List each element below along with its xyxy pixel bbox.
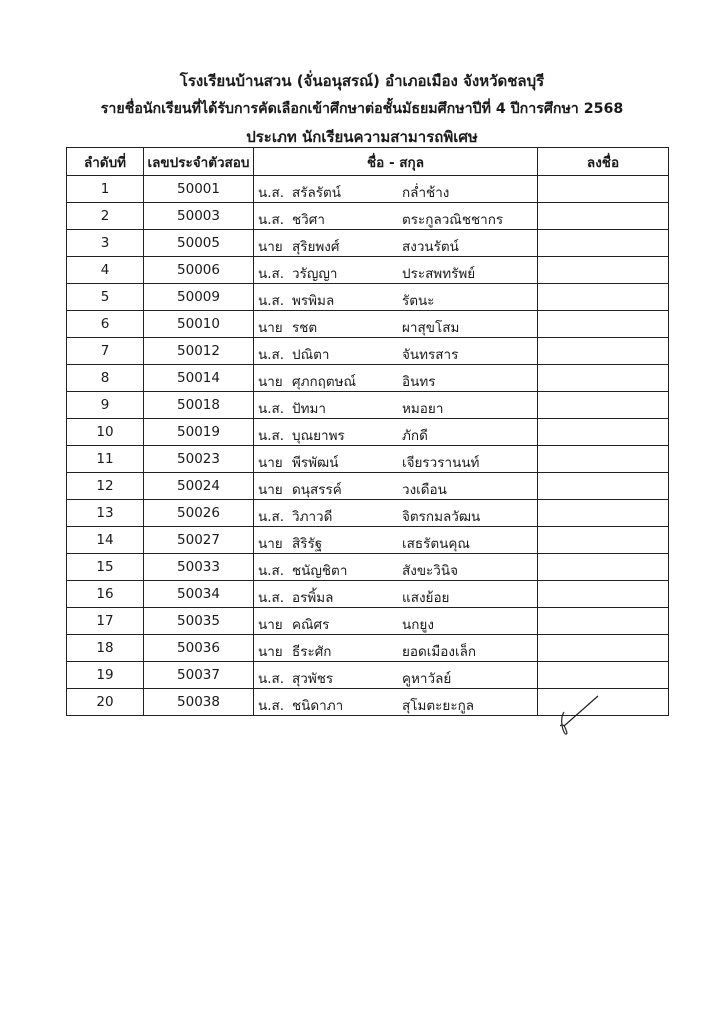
- last-name: กล่ำช้าง: [402, 185, 450, 201]
- exam-id: 50034: [144, 581, 254, 608]
- row-number: 5: [67, 284, 144, 311]
- last-name: ผาสุขโสม: [402, 320, 460, 336]
- table-row: [67, 581, 669, 608]
- name-prefix: น.ส.: [258, 212, 285, 228]
- signature-cell[interactable]: [538, 176, 669, 203]
- table-row: [67, 230, 669, 257]
- table-row: [67, 473, 669, 500]
- school-title: โรงเรียนบ้านสวน (จั่นอนุสรณ์) อำเภอเมือง จังหวัดชลบุรี: [179, 72, 545, 90]
- full-name: [254, 230, 538, 257]
- exam-id: 50026: [144, 500, 254, 527]
- table-row: [67, 446, 669, 473]
- table-row: [67, 635, 669, 662]
- full-name: [254, 257, 538, 284]
- row-number: 2: [67, 203, 144, 230]
- name-prefix: นาย: [258, 320, 283, 336]
- exam-id: 50037: [144, 662, 254, 689]
- table-header-row: [67, 148, 669, 176]
- table-row: [67, 365, 669, 392]
- name-prefix: นาย: [258, 644, 283, 660]
- signature-cell[interactable]: [538, 230, 669, 257]
- name-prefix: น.ส.: [258, 509, 285, 525]
- signature-cell[interactable]: [538, 338, 669, 365]
- row-number: 11: [67, 446, 144, 473]
- last-name: รัตนะ: [402, 293, 435, 309]
- row-number: 6: [67, 311, 144, 338]
- last-name: แสงย้อย: [402, 590, 450, 606]
- full-name: [254, 554, 538, 581]
- last-name: จันทรสาร: [402, 347, 459, 363]
- name-prefix: นาย: [258, 239, 283, 255]
- last-name: นกยูง: [402, 617, 434, 633]
- full-name: [254, 392, 538, 419]
- signature-cell[interactable]: [538, 662, 669, 689]
- table-row: [67, 608, 669, 635]
- last-name: หมอยา: [402, 401, 444, 417]
- first-name: วิภาวดี: [292, 509, 333, 525]
- first-name: สรัลรัตน์: [292, 185, 342, 201]
- column-header-name: ชื่อ - สกุล: [254, 148, 538, 176]
- name-prefix: น.ส.: [258, 590, 285, 606]
- exam-id: 50033: [144, 554, 254, 581]
- full-name: [254, 527, 538, 554]
- signature-cell[interactable]: [538, 554, 669, 581]
- name-prefix: น.ส.: [258, 347, 285, 363]
- table-row: [67, 662, 669, 689]
- name-prefix: นาย: [258, 482, 283, 498]
- first-name: วรัญญา: [292, 266, 338, 282]
- name-prefix: น.ส.: [258, 266, 285, 282]
- signature-cell[interactable]: [538, 257, 669, 284]
- last-name: เสธรัตนคุณ: [402, 536, 470, 552]
- signature-cell[interactable]: [538, 608, 669, 635]
- table-row: [67, 338, 669, 365]
- student-table: [66, 147, 669, 716]
- signature-cell[interactable]: [538, 581, 669, 608]
- table-row: [67, 311, 669, 338]
- first-name: ธีระศัก: [292, 644, 332, 660]
- last-name: เจียรวรานนท์: [402, 455, 480, 471]
- last-name: คูหาวัลย์: [402, 671, 452, 687]
- name-prefix: น.ส.: [258, 185, 285, 201]
- exam-id: 50006: [144, 257, 254, 284]
- row-number: 12: [67, 473, 144, 500]
- table-row: [67, 257, 669, 284]
- row-number: 19: [67, 662, 144, 689]
- exam-id: 50018: [144, 392, 254, 419]
- exam-id: 50027: [144, 527, 254, 554]
- table-row: [67, 554, 669, 581]
- signature-cell[interactable]: [538, 500, 669, 527]
- first-name: ปณิตา: [292, 347, 330, 363]
- last-name: ยอดเมืองเล็ก: [402, 644, 477, 660]
- name-prefix: น.ส.: [258, 428, 285, 444]
- last-name: อินทร: [402, 374, 436, 390]
- row-number: 8: [67, 365, 144, 392]
- signature-cell[interactable]: [538, 473, 669, 500]
- full-name: [254, 500, 538, 527]
- name-prefix: นาย: [258, 374, 283, 390]
- table-row: [67, 392, 669, 419]
- first-name: บุณยาพร: [292, 428, 345, 444]
- first-name: สุวพัชร: [292, 671, 334, 687]
- row-number: 20: [67, 689, 144, 716]
- first-name: สุริยพงศ์: [292, 239, 340, 255]
- row-number: 4: [67, 257, 144, 284]
- signature-cell[interactable]: [538, 527, 669, 554]
- full-name: [254, 419, 538, 446]
- exam-id: 50010: [144, 311, 254, 338]
- last-name: วงเดือน: [402, 482, 447, 498]
- name-prefix: น.ส.: [258, 563, 285, 579]
- last-name: สังขะวินิจ: [402, 563, 459, 579]
- exam-id: 50023: [144, 446, 254, 473]
- exam-id: 50003: [144, 203, 254, 230]
- last-name: ตระกูลวณิชชากร: [402, 212, 504, 228]
- row-number: 13: [67, 500, 144, 527]
- column-header-signature: ลงชื่อ: [538, 148, 669, 176]
- first-name: ชนัญชิตา: [292, 563, 348, 579]
- table-row: [67, 176, 669, 203]
- table-row: [67, 419, 669, 446]
- list-title: รายชื่อนักเรียนที่ได้รับการคัดเลือกเข้าศึกษาต่อชั้นมัธยมศึกษาปีที่ 4 ปีการศึกษา 2568: [100, 101, 624, 117]
- first-name: พีรพัฒน์: [292, 455, 339, 471]
- table-row: [67, 284, 669, 311]
- exam-id: 50014: [144, 365, 254, 392]
- full-name: [254, 608, 538, 635]
- name-prefix: นาย: [258, 536, 283, 552]
- exam-id: 50019: [144, 419, 254, 446]
- row-number: 18: [67, 635, 144, 662]
- last-name: สงวนรัตน์: [402, 239, 459, 255]
- last-name: จิตรกมลวัฒน: [402, 509, 481, 525]
- signature-cell[interactable]: [538, 284, 669, 311]
- full-name: [254, 176, 538, 203]
- category-title: ประเภท นักเรียนความสามารถพิเศษ: [246, 128, 478, 146]
- full-name: [254, 203, 538, 230]
- exam-id: 50001: [144, 176, 254, 203]
- full-name: [254, 581, 538, 608]
- last-name: ประสพทรัพย์: [402, 266, 476, 282]
- full-name: [254, 689, 538, 716]
- first-name: รชต: [292, 320, 318, 336]
- exam-id: 50009: [144, 284, 254, 311]
- full-name: [254, 635, 538, 662]
- exam-id: 50035: [144, 608, 254, 635]
- name-prefix: น.ส.: [258, 401, 285, 417]
- signature-cell[interactable]: [538, 203, 669, 230]
- first-name: ชวิศา: [292, 212, 325, 228]
- signature-cell[interactable]: [538, 419, 669, 446]
- full-name: [254, 473, 538, 500]
- name-prefix: น.ส.: [258, 293, 285, 309]
- row-number: 7: [67, 338, 144, 365]
- row-number: 9: [67, 392, 144, 419]
- signature-cell[interactable]: [538, 311, 669, 338]
- signature-cell[interactable]: [538, 392, 669, 419]
- column-header-no: ลำดับที่: [67, 148, 144, 176]
- first-name: สิริรัฐ: [292, 536, 323, 552]
- row-number: 16: [67, 581, 144, 608]
- signature-cell[interactable]: [538, 635, 669, 662]
- table-row: [67, 203, 669, 230]
- exam-id: 50005: [144, 230, 254, 257]
- last-name: ภักดี: [402, 428, 428, 444]
- handwritten-signature: [560, 688, 610, 738]
- first-name: ศุภกฤตษณ์: [292, 374, 357, 390]
- first-name: อรพิ้มล: [292, 590, 334, 606]
- column-header-exam-id: เลขประจำตัวสอบ: [144, 148, 254, 176]
- first-name: ปัทมา: [292, 401, 326, 417]
- row-number: 3: [67, 230, 144, 257]
- exam-id: 50024: [144, 473, 254, 500]
- full-name: [254, 662, 538, 689]
- name-prefix: น.ส.: [258, 698, 285, 714]
- full-name: [254, 365, 538, 392]
- row-number: 1: [67, 176, 144, 203]
- table-row: [67, 500, 669, 527]
- last-name: สุโมตะยะกูล: [402, 698, 475, 714]
- full-name: [254, 338, 538, 365]
- row-number: 14: [67, 527, 144, 554]
- exam-id: 50012: [144, 338, 254, 365]
- first-name: ชนิดาภา: [292, 698, 344, 714]
- row-number: 10: [67, 419, 144, 446]
- full-name: [254, 446, 538, 473]
- name-prefix: น.ส.: [258, 671, 285, 687]
- exam-id: 50038: [144, 689, 254, 716]
- full-name: [254, 311, 538, 338]
- row-number: 15: [67, 554, 144, 581]
- table-row: [67, 527, 669, 554]
- exam-id: 50036: [144, 635, 254, 662]
- name-prefix: นาย: [258, 617, 283, 633]
- signature-cell[interactable]: [538, 446, 669, 473]
- full-name: [254, 284, 538, 311]
- first-name: พรพิมล: [292, 293, 335, 309]
- signature-cell[interactable]: [538, 365, 669, 392]
- name-prefix: นาย: [258, 455, 283, 471]
- first-name: ดนุสรรค์: [292, 482, 342, 498]
- row-number: 17: [67, 608, 144, 635]
- first-name: คณิศร: [292, 617, 330, 633]
